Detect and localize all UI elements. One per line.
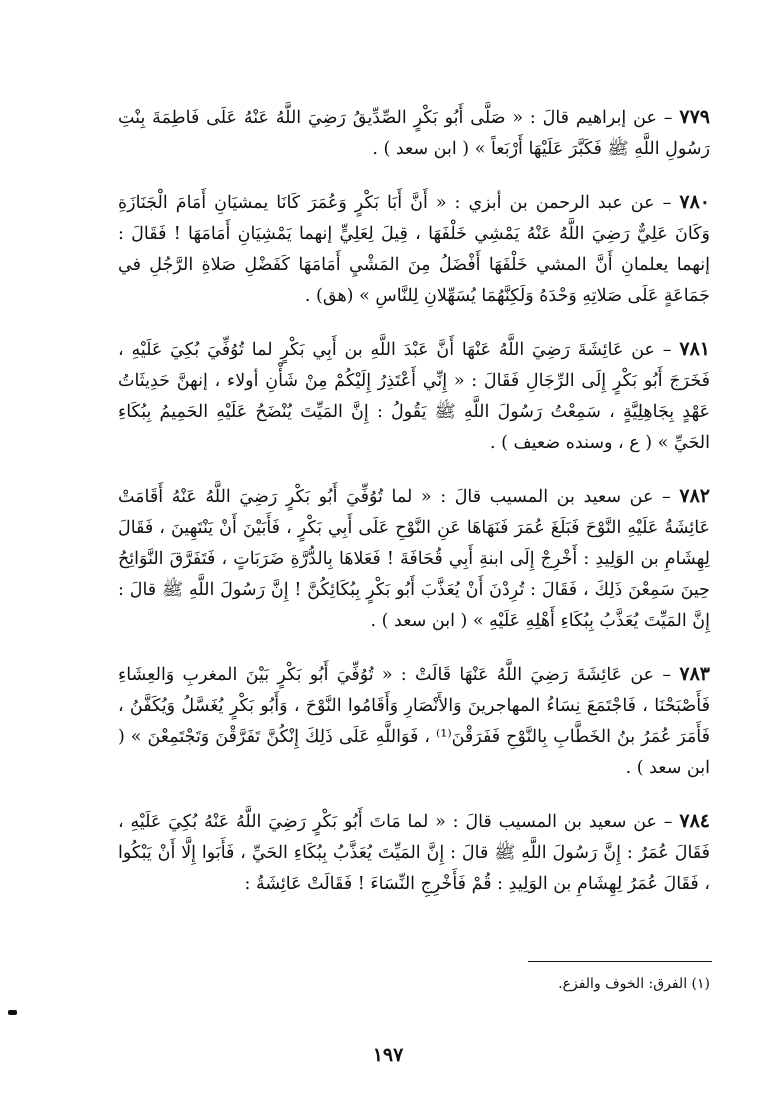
hadith-779 bbox=[118, 102, 710, 165]
hadith-number: ٧٨٤ bbox=[679, 810, 710, 832]
hadith-number: ٧٧٩ bbox=[679, 106, 710, 128]
scan-mark bbox=[8, 1010, 17, 1015]
hadith-784 bbox=[118, 806, 710, 900]
hadith-text: – عن عَائِشَةَ رَضِيَ اللَّهُ عَنْهَا قَالَتْ : « تُوُفِّيَ أَبُو بَكْرٍ بَيْنَ المغربِ وَالعِشَاءِ فَأَصْبَحْنَا ، فَاجْتَمَعَ نِسَاءُ المهاجرينَ وَالأَنْصَارِ وَأَقَامُوا النَّوْحَ ، وَأَبُو بَكْرٍ يُغَسَّلُ وَيُكَفَّنُ ، فَأَمَرَ عُمَرُ بنُ الخَطَّابِ بِالنَّوْحِ فَفَرَقْنَ⁽¹⁾ ، فَوَاللَّهِ عَلَى ذَلِكَ إِنْكُنَّ تَفَرَّقْنَ وَتَجْتَمِعْنَ » ( ابن سعد ) . bbox=[118, 665, 710, 778]
hadith-text: – عن إبراهيم قالَ : « صَلَّى أَبُو بَكْرٍ الصِّدِّيقُ رَضِيَ اللَّهُ عَنْهُ عَلَى فَاطِمَةَ بِنْتِ رَسُولِ اللَّهِ ﷺ فَكَبَّرَ عَلَيْهَا أَرْبَعاً » ( ابن سعد ) . bbox=[118, 108, 710, 159]
main-text bbox=[118, 102, 710, 922]
hadith-number: ٧٨١ bbox=[679, 338, 710, 360]
footnote-divider bbox=[528, 961, 712, 962]
footnote: (١) الفرق: الخوف والفزع. bbox=[558, 976, 710, 992]
hadith-number: ٧٨٠ bbox=[679, 191, 710, 213]
hadith-781 bbox=[118, 334, 710, 459]
hadith-783 bbox=[118, 659, 710, 784]
hadith-number: ٧٨٢ bbox=[679, 485, 710, 507]
hadith-text: – عن سعيد بن المسيب قالَ : « لما مَاتَ أَبُو بَكْرٍ رَضِيَ اللَّهُ عَنْهُ بُكِيَ عَلَيْهِ ، فَقَالَ عُمَرُ : إِنَّ رَسُولَ اللَّهِ ﷺ قالَ : إِنَّ المَيِّتَ يُعَذَّبُ بِبُكَاءِ الحَيِّ ، فَأَبَوا إِلَّا أَنْ يَبْكُوا ، فَقَالَ عُمَرُ لِهِشَامِ بن الوَلِيدِ : قُمْ فَأَخْرِجِ النِّسَاءَ ! فَقَالَتْ عَائِشَةُ : bbox=[118, 812, 710, 894]
hadith-text: – عن عبد الرحمن بن أبزي : « أَنَّ أَبَا بَكْرٍ وَعُمَرَ كَانَا يمشيَانِ أَمَامَ الْجَنَازَةِ وَكَانَ عَلِيٌّ رَضِيَ اللَّهُ عَنْهُ يَمْشِي خَلْفَهَا ، قِيلَ لِعَلِيٍّ إنهما يَمْشِيَانِ أَمَامَهَا ! فَقَالَ : إنهما يعلمانِ أَنَّ المشي خَلْفَهَا أَفْضَلُ مِنَ المَشْيِ أَمَامَهَا كَفَضْلِ صَلاةِ الرَّجُلِ في جَمَاعَةٍ عَلَى صَلاتِهِ وَحْدَهُ وَلَكِنَّهُمَا يُسَهِّلانِ لِلنَّاسِ » (هق) . bbox=[118, 193, 710, 306]
hadith-782 bbox=[118, 481, 710, 637]
page-number: ١٩٧ bbox=[372, 1044, 404, 1066]
hadith-text: – عن عَائِشَةَ رَضِيَ اللَّهُ عَنْهَا أَنَّ عَبْدَ اللَّهِ بن أَبِي بَكْرٍ لما تُوُفِّيَ بُكِيَ عَلَيْهِ ، فَخَرَجَ أَبُو بَكْرٍ إِلَى الرِّجَالِ فَقَالَ : « إِنِّي أَعْتَذِرُ إِلَيْكُمْ مِنْ شَأْنِ أولاء ، إنهنَّ حَدِيثَاتُ عَهْدٍ بِجَاهِلِيَّةٍ ، سَمِعْتُ رَسُولَ اللَّهِ ﷺ يَقُولُ : إِنَّ المَيِّتَ يُنْضَحُ عَلَيْهِ الحَمِيمُ بِبُكَاءِ الحَيِّ » ( ع ، وسنده ضعيف ) . bbox=[118, 340, 710, 453]
hadith-number: ٧٨٣ bbox=[679, 663, 710, 685]
hadith-text: – عن سعيد بن المسيب قالَ : « لما تُوُفِّيَ أَبُو بَكْرٍ رَضِيَ اللَّهُ عَنْهُ أَقَامَتْ عَائِشَةُ عَلَيْهِ النَّوْحَ فَبَلَغَ عُمَرَ فَنَهَاهَا عَنِ النَّوْحِ عَلَى أَبِي بَكْرٍ ، فَأَبَيْنَ أَنْ يَنْتَهِينَ ، فَقَالَ لِهِشَامِ بن الوَلِيدِ : أَخْرِجْ إِلَى ابنةِ أَبِي قُحَافَةَ ! فَعَلاهَا بِالدُّرَّةِ ضَرَبَاتٍ ، فَتَفَرَّقَ النَّوَائِحُ حِينَ سَمِعْنَ ذَلِكَ ، فَقَالَ : تُرِدْنَ أَنْ يُعَذَّبَ أَبُو بَكْرٍ بِبُكَائِكُنَّ ! إِنَّ رَسُولَ اللَّهِ ﷺ قالَ : إِنَّ المَيِّتَ يُعَذَّبُ بِبُكَاءِ أَهْلِهِ عَلَيْهِ » ( ابن سعد ) . bbox=[118, 487, 710, 631]
hadith-780 bbox=[118, 187, 710, 312]
